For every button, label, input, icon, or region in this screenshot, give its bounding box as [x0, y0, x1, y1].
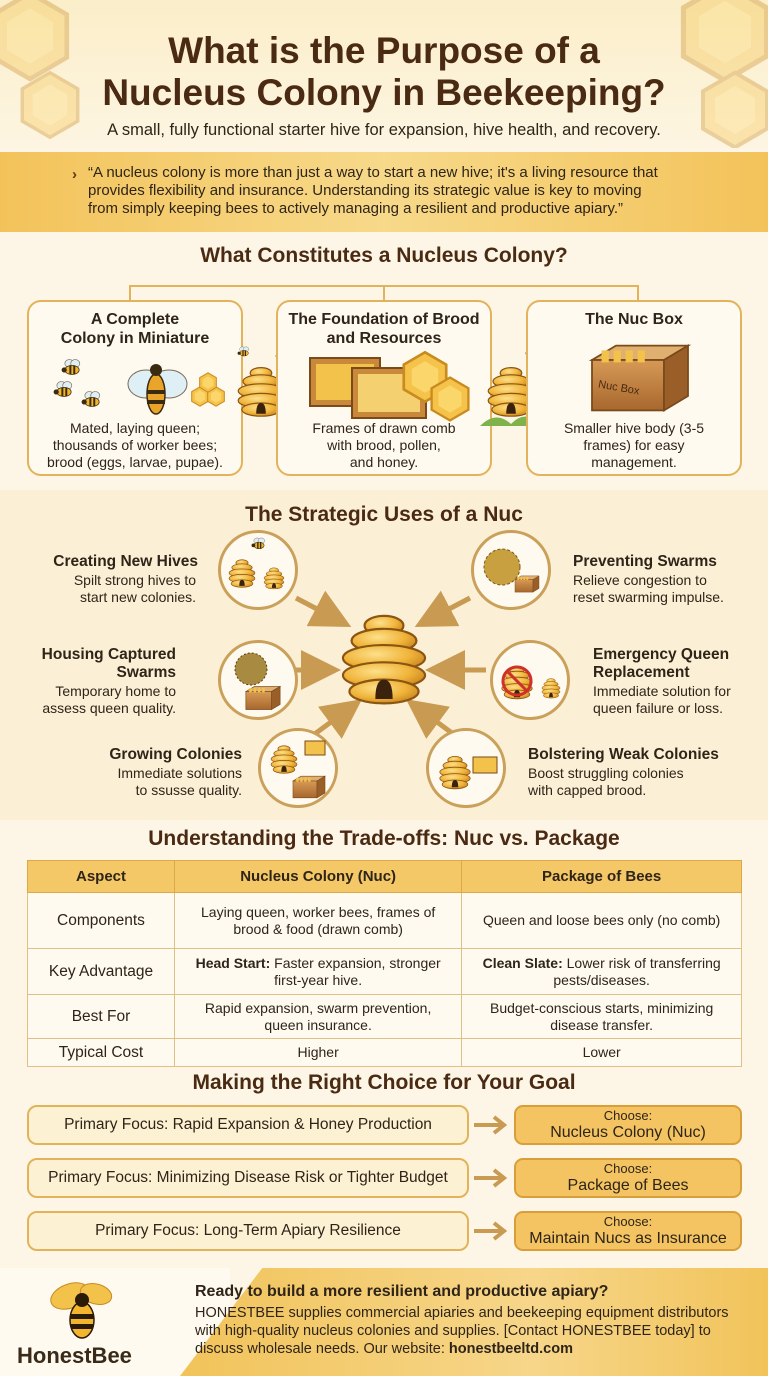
- section-title-tradeoffs: Understanding the Trade-offs: Nuc vs. Package: [148, 827, 620, 850]
- goal-rapid-expansion: Primary Focus: Rapid Expansion & Honey Production: [27, 1105, 469, 1145]
- use-title-bolstering: Bolstering Weak Colonies: [528, 746, 719, 763]
- preventing-swarms-icon: [471, 530, 551, 610]
- card-brood-resources: [276, 300, 492, 476]
- card-title: The Foundation of Brood and Resources: [288, 311, 480, 347]
- goal-minimize-disease: Primary Focus: Minimizing Disease Risk or Tighter Budget: [27, 1158, 469, 1198]
- choice-package: Choose: Package of Bees: [514, 1158, 742, 1198]
- bolstering-colonies-icon: [426, 728, 506, 808]
- nuc-box-icon: [580, 336, 700, 420]
- creating-hives-icon: [218, 530, 298, 610]
- honeycomb-frames-icon: [306, 348, 476, 422]
- table-row: [28, 893, 742, 949]
- table-cell-nuc: Head Start: Faster expansion, stronger first-year hive.: [175, 949, 462, 995]
- card-description: Mated, laying queen; thousands of worker bees; brood (eggs, larvae, pupae).: [47, 420, 223, 470]
- arrow-icon: [472, 1167, 512, 1189]
- use-text-emergency-queen: Immediate solution for queen failure or loss.: [593, 683, 731, 716]
- table-cell-package: Clean Slate: Lower risk of transferring pests/diseases.: [462, 949, 742, 995]
- card-description: Frames of drawn comb with brood, pollen, and honey.: [312, 420, 456, 470]
- arrow-icon: [472, 1114, 512, 1136]
- section-title-constitutes: What Constitutes a Nucleus Colony?: [200, 244, 568, 267]
- bee-colony-icon: [51, 352, 231, 416]
- use-text-preventing-swarms: Relieve congestion to reset swarming impulse.: [573, 572, 724, 605]
- table-cell-nuc: Higher: [175, 1039, 462, 1067]
- use-text-captured-swarms: Temporary home to assess queen quality.: [42, 683, 176, 716]
- brand-name: HonestBee: [17, 1343, 132, 1368]
- table-row: [28, 995, 742, 1039]
- table-header: Package of Bees: [462, 861, 742, 893]
- section-title-uses: The Strategic Uses of a Nuc: [245, 503, 523, 526]
- footer-text: HONESTBEE supplies commercial apiaries and beekeeping equipment distributors with high-quality nucleus colonies and supplies. [Contact HONESTBEE today] to discuss wholesale needs. Our website: honestbeeltd.com: [195, 1305, 729, 1357]
- choice-maintain-nucs: Choose: Maintain Nucs as Insurance: [514, 1211, 742, 1251]
- table-header: Aspect: [28, 861, 175, 893]
- tradeoffs-table: [27, 860, 742, 1067]
- section-title-choice: Making the Right Choice for Your Goal: [192, 1071, 576, 1094]
- intro-quote: “A nucleus colony is more than just a way to start a new hive; it's a living resource that provides flexibility and insurance. Understanding its strategic value is key to moving from simply keeping bees to actively managing a resilient and productive apiary.”: [88, 164, 658, 217]
- choice-nuc: Choose: Nucleus Colony (Nuc): [514, 1105, 742, 1145]
- table-cell-package: Budget-conscious starts, minimizing disease transfer.: [462, 995, 742, 1039]
- captured-swarm-icon: [218, 640, 298, 720]
- use-title-preventing-swarms: Preventing Swarms: [573, 553, 717, 570]
- goal-resilience: Primary Focus: Long-Term Apiary Resilience: [27, 1211, 469, 1251]
- use-title-emergency-queen: Emergency Queen Replacement: [593, 646, 730, 681]
- card-title: A Complete Colony in Miniature: [60, 311, 210, 347]
- card-description: Smaller hive body (3-5 frames) for easy management.: [563, 420, 705, 470]
- use-title-captured-swarms: Housing Captured Swarms: [41, 646, 176, 681]
- table-cell-aspect: Best For: [28, 995, 175, 1039]
- no-queen-icon: [490, 640, 570, 720]
- footer-heading: Ready to build a more resilient and productive apiary?: [195, 1283, 609, 1300]
- page-subtitle: A small, fully functional starter hive for expansion, hive health, and recovery.: [107, 121, 661, 139]
- table-header: Nucleus Colony (Nuc): [175, 861, 462, 893]
- table-cell-package: Queen and loose bees only (no comb): [462, 893, 742, 949]
- use-text-growing-colonies: Immediate solutions to ssusse quality.: [117, 765, 242, 798]
- table-cell-nuc: Rapid expansion, swarm prevention, queen insurance.: [175, 995, 462, 1039]
- use-title-growing-colonies: Growing Colonies: [109, 746, 242, 763]
- table-cell-nuc: Laying queen, worker bees, frames of brood & food (drawn comb): [175, 893, 462, 949]
- card-title: The Nuc Box: [585, 311, 683, 328]
- website-link[interactable]: honestbeeltd.com: [448, 1341, 573, 1357]
- central-hive-icon: [343, 616, 425, 703]
- use-text-new-hives: Spilt strong hives to start new colonies.: [73, 572, 196, 605]
- page-title: What is the Purpose of a Nucleus Colony in Beekeeping?: [102, 30, 666, 113]
- table-cell-aspect: Components: [28, 893, 175, 949]
- card-complete-colony: [27, 300, 243, 476]
- chevron-right-icon: ›: [72, 166, 77, 183]
- honestbee-logo-icon: [44, 1278, 120, 1342]
- table-row: [28, 949, 742, 995]
- table-row: [28, 1039, 742, 1067]
- card-nuc-box: [526, 300, 742, 476]
- table-cell-package: Lower: [462, 1039, 742, 1067]
- use-text-bolstering: Boost struggling colonies with capped brood.: [528, 765, 684, 798]
- table-cell-aspect: Typical Cost: [28, 1039, 175, 1067]
- nuc-box-label: Nuc Box: [597, 378, 641, 398]
- table-cell-aspect: Key Advantage: [28, 949, 175, 995]
- growing-colonies-icon: [258, 728, 338, 808]
- use-title-new-hives: Creating New Hives: [53, 553, 198, 570]
- arrow-icon: [472, 1220, 512, 1242]
- table-header-row: [28, 861, 742, 893]
